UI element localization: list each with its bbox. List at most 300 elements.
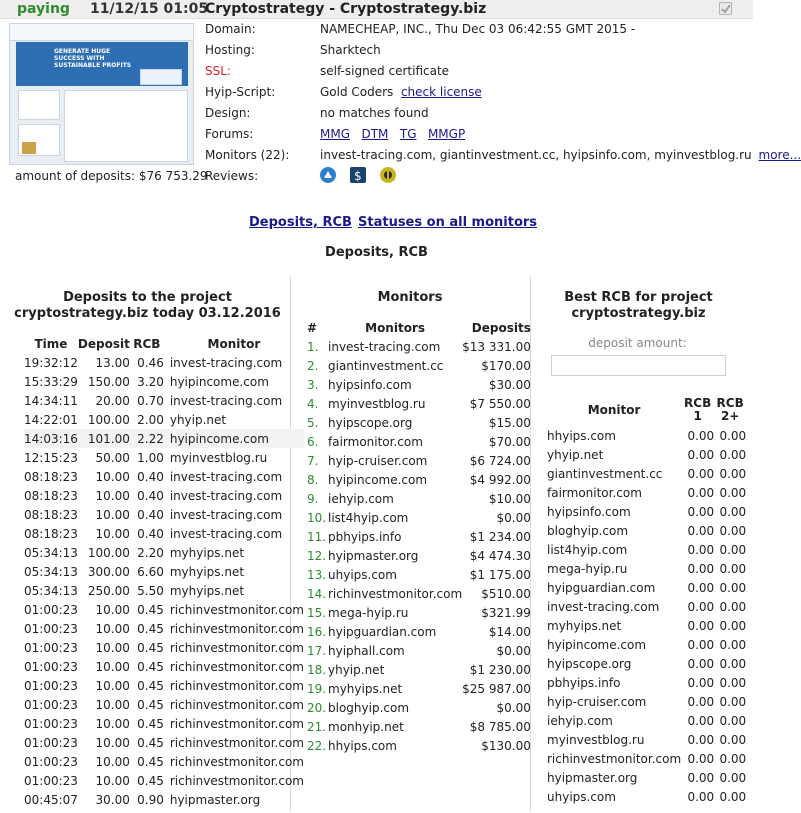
table-row	[24, 505, 304, 524]
deposit-monitor: myhyips.net	[169, 564, 245, 579]
monitor-deposits: $321.99	[481, 605, 531, 620]
deposit-amount: 10.00	[95, 507, 130, 522]
rcb2-value: 0.00	[719, 485, 747, 500]
deposit-time: 08:18:23	[24, 526, 78, 541]
rcb1-value: 0.00	[687, 561, 715, 576]
deposits-rcb-link[interactable]: Deposits, RCB	[249, 215, 352, 230]
reviews-icons	[320, 167, 406, 183]
table-row	[24, 467, 304, 486]
monitor-deposits: $510.00	[481, 586, 531, 601]
deposits-title	[0, 290, 295, 322]
table-row	[24, 372, 304, 391]
deposit-amount: 10.00	[95, 526, 130, 541]
table-row	[547, 749, 746, 768]
deposit-rcb: 0.45	[137, 621, 164, 636]
monitor-index: 8.	[307, 472, 319, 487]
design-label: Design:	[205, 106, 251, 120]
forum-link-dtm[interactable]: DTM	[361, 127, 389, 141]
rcb1-value: 0.00	[687, 504, 715, 519]
rcb1-value: 0.00	[687, 523, 715, 538]
thumbnail-nav	[10, 24, 193, 41]
deposit-monitor: richinvestmonitor.com	[169, 678, 304, 693]
deposit-time: 19:32:12	[24, 355, 78, 370]
monitor-deposits: $7 550.00	[469, 396, 531, 411]
deposit-time: 01:00:23	[24, 754, 78, 769]
review-site-3-icon[interactable]	[380, 167, 396, 183]
rcb2-value: 0.00	[719, 523, 747, 538]
datetime-label: 11/12/15 01:05	[90, 1, 209, 17]
thumbnail-support-box	[140, 69, 182, 85]
table-row	[307, 432, 531, 451]
rcb2-value: 0.00	[719, 428, 747, 443]
monitor-deposits: $70.00	[488, 434, 531, 449]
deposit-monitor: invest-tracing.com	[169, 469, 283, 484]
table-row	[24, 600, 304, 619]
monitor-deposits: $1 230.00	[469, 662, 531, 677]
deposit-amount: 10.00	[95, 773, 130, 788]
monitor-name: yhyip.net	[328, 662, 385, 677]
monitor-name: hyipsinfo.com	[328, 377, 412, 392]
monitor-name: fairmonitor.com	[328, 434, 423, 449]
table-row	[307, 527, 531, 546]
monitors-more-link[interactable]: more...	[758, 148, 801, 162]
deposit-amount: 10.00	[95, 754, 130, 769]
monitor-deposits: $14.00	[488, 624, 531, 639]
table-row	[547, 540, 746, 559]
monitor-name: invest-tracing.com	[328, 339, 441, 354]
table-row	[547, 787, 746, 806]
rcb1-value: 0.00	[687, 713, 715, 728]
deposits-title-line2: cryptostrategy.biz today 03.12.2016	[14, 306, 281, 321]
table-row	[24, 790, 304, 809]
rcb2-value: 0.00	[719, 618, 747, 633]
rcb-monitor: myhyips.net	[547, 618, 622, 633]
forums-label: Forums:	[205, 127, 254, 141]
deposit-rcb: 0.90	[137, 792, 164, 807]
rcb1-value: 0.00	[687, 675, 715, 690]
deposit-monitor: hyipincome.com	[169, 431, 269, 446]
deposit-amount: 10.00	[95, 697, 130, 712]
monitor-index: 2.	[307, 358, 319, 373]
deposit-monitor: richinvestmonitor.com	[169, 640, 304, 655]
deposit-amount: 101.00	[87, 431, 130, 446]
deposit-monitor: richinvestmonitor.com	[169, 735, 304, 750]
col-header-time: Time	[34, 336, 68, 351]
deposit-time: 05:34:13	[24, 545, 78, 560]
monitor-name: giantinvestment.cc	[328, 358, 444, 373]
table-row	[307, 470, 531, 489]
rcb1-value: 0.00	[687, 485, 715, 500]
svg-text:$: $	[353, 169, 362, 183]
deposit-rcb: 0.45	[137, 716, 164, 731]
deposits-title-line1: Deposits to the project	[63, 290, 232, 305]
table-row	[547, 768, 746, 787]
table-row	[24, 638, 304, 657]
rcb1-value: 0.00	[687, 770, 715, 785]
table-row	[24, 657, 304, 676]
deposit-amount: 150.00	[87, 374, 130, 389]
col-header-rcb: RCB	[133, 336, 161, 351]
table-row	[307, 413, 531, 432]
deposit-amount: 10.00	[95, 469, 130, 484]
rcb1-value: 0.00	[687, 618, 715, 633]
table-row	[547, 502, 746, 521]
rcb-monitor: hyip-cruiser.com	[547, 694, 647, 709]
rcb1-value: 0.00	[687, 751, 715, 766]
deposit-amount: 20.00	[95, 393, 130, 408]
thumbnail-content-box	[64, 90, 188, 162]
table-row	[24, 562, 304, 581]
table-row	[307, 337, 531, 356]
rcb-monitor: giantinvestment.cc	[547, 466, 663, 481]
deposit-rcb: 6.60	[137, 564, 164, 579]
rcb-monitor: hyipsinfo.com	[547, 504, 631, 519]
monitor-index: 18.	[307, 662, 327, 677]
rcb2-value: 0.00	[719, 561, 747, 576]
rcb2-value: 0.00	[719, 770, 747, 785]
rcb-monitor: uhyips.com	[547, 789, 616, 804]
deposits-table	[24, 334, 304, 809]
deposit-amount: 300.00	[87, 564, 130, 579]
rcb-monitor: richinvestmonitor.com	[547, 751, 682, 766]
deposit-amount: 10.00	[95, 659, 130, 674]
deposit-time: 01:00:23	[24, 602, 78, 617]
deposit-monitor: hyipincome.com	[169, 374, 269, 389]
col-header-rcb-monitor: Monitor	[587, 403, 641, 417]
table-row	[547, 635, 746, 654]
monitor-index: 22.	[307, 738, 327, 753]
monitor-index: 5.	[307, 415, 319, 430]
rcb2-value: 0.00	[719, 447, 747, 462]
monitor-index: 15.	[307, 605, 327, 620]
table-row	[307, 584, 531, 603]
monitor-name: mega-hyip.ru	[328, 605, 409, 620]
col-header-deposit: Deposit	[77, 336, 130, 351]
script-value: Gold Coders	[320, 85, 394, 99]
rcb-monitor: hyipincome.com	[547, 637, 647, 652]
deposit-monitor: yhyip.net	[169, 412, 227, 427]
table-row	[24, 429, 304, 448]
table-row	[24, 524, 304, 543]
table-row	[307, 394, 531, 413]
col-header-rcb1: RCB 1	[684, 396, 712, 423]
deposit-amount: 100.00	[87, 412, 130, 427]
deposit-monitor: invest-tracing.com	[169, 355, 283, 370]
ssl-value: self-signed certificate	[320, 64, 450, 78]
forum-link-tg[interactable]: TG	[399, 127, 417, 141]
rcb2-value: 0.00	[719, 542, 747, 557]
check-license-link[interactable]: check license	[400, 85, 482, 99]
deposit-amount: 30.00	[95, 792, 130, 807]
deposit-rcb: 5.50	[137, 583, 164, 598]
ssl-label: SSL:	[205, 64, 231, 78]
rcb1-value: 0.00	[687, 447, 715, 462]
rcb2-value: 0.00	[719, 751, 747, 766]
deposit-amount-input[interactable]	[551, 355, 726, 376]
rcb-monitor: bloghyip.com	[547, 523, 629, 538]
table-row	[547, 673, 746, 692]
monitor-name: list4hyip.com	[328, 510, 409, 525]
table-row	[24, 752, 304, 771]
deposit-monitor: invest-tracing.com	[169, 526, 283, 541]
col-header-index: #	[307, 320, 318, 335]
rcb2-value: 0.00	[719, 504, 747, 519]
rcb1-value: 0.00	[687, 466, 715, 481]
deposit-rcb: 0.40	[137, 488, 164, 503]
monitor-index: 17.	[307, 643, 327, 658]
deposit-time: 01:00:23	[24, 735, 78, 750]
table-row	[547, 483, 746, 502]
deposit-amount: 10.00	[95, 716, 130, 731]
deposit-time: 01:00:23	[24, 640, 78, 655]
monitor-name: bloghyip.com	[328, 700, 410, 715]
hosting-value: Sharktech	[320, 43, 381, 57]
rcb-monitor: hyipguardian.com	[547, 580, 656, 595]
reviews-label: Reviews:	[205, 169, 259, 183]
deposit-amount: 13.00	[95, 355, 130, 370]
deposit-time: 08:18:23	[24, 469, 78, 484]
monitor-name: myhyips.net	[328, 681, 403, 696]
monitor-index: 21.	[307, 719, 327, 734]
deposit-monitor: richinvestmonitor.com	[169, 659, 304, 674]
monitor-deposits: $15.00	[488, 415, 531, 430]
best-rcb-title-line2: cryptostrategy.biz	[571, 306, 706, 321]
deposit-monitor: myhyips.net	[169, 545, 245, 560]
table-row	[547, 692, 746, 711]
best-rcb-title	[534, 290, 743, 322]
thumbnail-login-box	[18, 90, 60, 120]
table-row	[24, 771, 304, 790]
deposit-rcb: 1.00	[137, 450, 164, 465]
table-row	[307, 660, 531, 679]
forum-link-mmgp[interactable]: MMGP	[427, 127, 466, 141]
monitor-deposits: $0.00	[496, 700, 531, 715]
rcb2-value: 0.00	[719, 694, 747, 709]
deposit-monitor: invest-tracing.com	[169, 507, 283, 522]
deposit-amount: 10.00	[95, 621, 130, 636]
monitors-title: Monitors	[377, 290, 443, 305]
forum-link-mmg[interactable]: MMG	[320, 127, 351, 141]
deposit-rcb: 2.20	[137, 545, 164, 560]
table-row	[307, 565, 531, 584]
deposit-rcb: 0.45	[137, 640, 164, 655]
monitor-index: 19.	[307, 681, 327, 696]
col-header-rcb2: RCB 2+	[716, 396, 744, 423]
review-site-1-icon[interactable]	[320, 167, 336, 183]
monitor-deposits: $0.00	[496, 643, 531, 658]
table-row	[24, 486, 304, 505]
monitor-name: hyipscope.org	[328, 415, 413, 430]
deposit-amount: 10.00	[95, 640, 130, 655]
table-row	[24, 714, 304, 733]
table-row	[24, 676, 304, 695]
deposit-time: 05:34:13	[24, 564, 78, 579]
monitor-name: hyipincome.com	[328, 472, 428, 487]
section-title: Deposits, RCB	[325, 245, 428, 260]
deposit-rcb: 0.40	[137, 526, 164, 541]
monitor-name: iehyip.com	[328, 491, 394, 506]
table-row	[547, 597, 746, 616]
site-screenshot-thumbnail[interactable]	[9, 23, 194, 165]
monitors-value: invest-tracing.com, giantinvestment.cc, hyipsinfo.com, myinvestblog.ru	[320, 148, 752, 162]
deposit-rcb: 0.46	[137, 355, 164, 370]
rcb2-value: 0.00	[719, 789, 747, 804]
monitors-label: Monitors (22):	[205, 148, 290, 162]
rcb2-value: 0.00	[719, 599, 747, 614]
monitor-index: 3.	[307, 377, 319, 392]
table-row	[547, 711, 746, 730]
deposit-monitor: hyipmaster.org	[169, 792, 261, 807]
rcb-monitor: pbhyips.info	[547, 675, 621, 690]
table-row	[547, 730, 746, 749]
monitor-index: 14.	[307, 586, 327, 601]
monitors-value-row	[320, 148, 801, 162]
deposit-rcb: 2.22	[137, 431, 164, 446]
deposit-time: 01:00:23	[24, 621, 78, 636]
deposit-time: 01:00:23	[24, 697, 78, 712]
monitor-deposits: $6 724.00	[469, 453, 531, 468]
rcb2-value: 0.00	[719, 656, 747, 671]
deposit-monitor: myhyips.net	[169, 583, 245, 598]
deposit-monitor: richinvestmonitor.com	[169, 621, 304, 636]
monitor-name: uhyips.com	[328, 567, 397, 582]
deposit-monitor: richinvestmonitor.com	[169, 697, 304, 712]
table-row	[307, 489, 531, 508]
table-row	[547, 654, 746, 673]
rcb-monitor: fairmonitor.com	[547, 485, 642, 500]
deposit-rcb: 0.45	[137, 659, 164, 674]
col-header-monitors: Monitors	[365, 320, 426, 335]
deposit-time: 14:34:11	[24, 393, 78, 408]
table-row	[24, 695, 304, 714]
rcb-monitor: list4hyip.com	[547, 542, 628, 557]
table-row	[547, 578, 746, 597]
monitor-deposits: $170.00	[481, 358, 531, 373]
monitor-index: 13.	[307, 567, 327, 582]
monitor-index: 1.	[307, 339, 319, 354]
table-row	[307, 508, 531, 527]
thumbnail-certificate-icon	[22, 142, 36, 154]
monitors-table	[307, 318, 531, 755]
table-row	[547, 426, 746, 445]
monitor-index: 4.	[307, 396, 319, 411]
checkbox-icon[interactable]	[719, 2, 732, 15]
deposit-time: 08:18:23	[24, 507, 78, 522]
monitor-name: richinvestmonitor.com	[328, 586, 463, 601]
deposit-amount: 10.00	[95, 735, 130, 750]
rcb-monitor: hyipmaster.org	[547, 770, 638, 785]
rcb-monitor: hyipscope.org	[547, 656, 632, 671]
monitor-index: 6.	[307, 434, 319, 449]
monitor-deposits: $0.00	[496, 510, 531, 525]
table-row	[547, 521, 746, 540]
deposit-amount: 250.00	[87, 583, 130, 598]
deposits-amount: amount of deposits: $76 753.29	[15, 169, 208, 183]
deposit-amount: 10.00	[95, 678, 130, 693]
monitor-name: monhyip.net	[328, 719, 404, 734]
monitor-name: hhyips.com	[328, 738, 397, 753]
table-row	[307, 736, 531, 755]
deposit-rcb: 0.45	[137, 697, 164, 712]
deposit-monitor: richinvestmonitor.com	[169, 716, 304, 731]
design-value: no matches found	[320, 106, 429, 120]
table-row	[307, 356, 531, 375]
monitor-index: 9.	[307, 491, 319, 506]
rcb1-value: 0.00	[687, 656, 715, 671]
hosting-label: Hosting:	[205, 43, 255, 57]
rcb1-value: 0.00	[687, 428, 715, 443]
monitor-deposits: $30.00	[488, 377, 531, 392]
deposit-monitor: richinvestmonitor.com	[169, 773, 304, 788]
monitor-name: hyip-cruiser.com	[328, 453, 428, 468]
table-row	[24, 353, 304, 372]
statuses-link[interactable]: Statuses on all monitors	[358, 215, 538, 230]
deposit-amount: 10.00	[95, 602, 130, 617]
deposit-rcb: 2.00	[137, 412, 164, 427]
rcb1-value: 0.00	[687, 542, 715, 557]
monitor-name: hyipmaster.org	[328, 548, 419, 563]
deposit-rcb: 0.70	[137, 393, 164, 408]
project-title: Cryptostrategy - Cryptostrategy.biz	[205, 1, 487, 17]
deposit-time: 01:00:23	[24, 716, 78, 731]
rcb2-value: 0.00	[719, 580, 747, 595]
monitor-index: 20.	[307, 700, 327, 715]
deposit-time: 05:34:13	[24, 583, 78, 598]
review-site-2-icon[interactable]	[350, 167, 366, 183]
deposit-time: 15:33:29	[24, 374, 78, 389]
best-rcb-title-line1: Best RCB for project	[564, 290, 713, 305]
deposit-rcb: 0.45	[137, 773, 164, 788]
deposit-time: 14:22:01	[24, 412, 78, 427]
monitor-name: pbhyips.info	[328, 529, 402, 544]
table-row	[547, 616, 746, 635]
script-label: Hyip-Script:	[205, 85, 276, 99]
deposit-time: 00:45:07	[24, 792, 78, 807]
header-bar	[0, 0, 753, 19]
deposit-monitor: invest-tracing.com	[169, 393, 283, 408]
table-row	[547, 559, 746, 578]
monitor-name: hyiphall.com	[328, 643, 405, 658]
table-row	[24, 581, 304, 600]
rcb2-value: 0.00	[719, 713, 747, 728]
deposit-monitor: myinvestblog.ru	[169, 450, 268, 465]
deposit-amount-label: deposit amount:	[588, 336, 687, 350]
table-row	[24, 391, 304, 410]
monitor-index: 7.	[307, 453, 319, 468]
rcb-monitor: mega-hyip.ru	[547, 561, 628, 576]
best-rcb-table	[547, 394, 746, 806]
deposit-rcb: 0.45	[137, 754, 164, 769]
table-row	[24, 410, 304, 429]
table-row	[307, 375, 531, 394]
deposit-rcb: 0.45	[137, 602, 164, 617]
monitor-name: hyipguardian.com	[328, 624, 437, 639]
table-row	[307, 641, 531, 660]
monitor-deposits: $4 992.00	[469, 472, 531, 487]
table-row	[307, 546, 531, 565]
monitor-deposits: $25 987.00	[462, 681, 531, 696]
monitor-deposits: $8 785.00	[469, 719, 531, 734]
deposit-time: 01:00:23	[24, 659, 78, 674]
monitor-deposits: $4 474.30	[469, 548, 531, 563]
deposit-time: 01:00:23	[24, 678, 78, 693]
monitor-deposits: $130.00	[481, 738, 531, 753]
table-row	[307, 679, 531, 698]
table-row	[24, 733, 304, 752]
rcb2-value: 0.00	[719, 466, 747, 481]
table-row	[307, 451, 531, 470]
deposit-amount: 50.00	[95, 450, 130, 465]
